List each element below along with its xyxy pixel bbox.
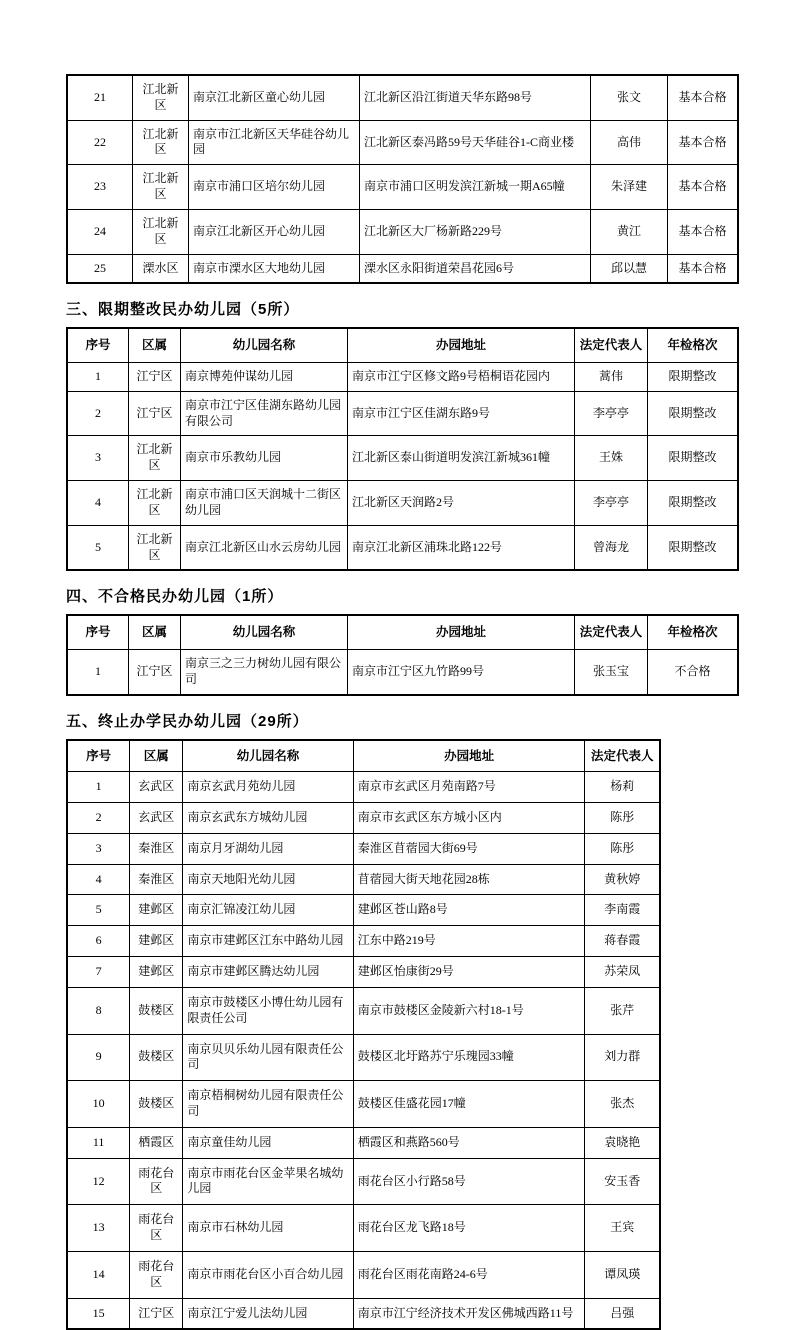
- kindergarten-name: 南京江北新区开心幼儿园: [189, 209, 360, 254]
- legal-representative: 张芹: [585, 987, 660, 1034]
- serial-number: 2: [67, 391, 129, 436]
- kindergarten-name: 南京江北新区山水云房幼儿园: [181, 525, 348, 570]
- serial-number: 23: [67, 165, 133, 210]
- inspection-grade: 限期整改: [648, 525, 739, 570]
- table-row: [67, 165, 738, 210]
- kindergarten-name: 南京市雨花台区小百合幼儿园: [183, 1251, 353, 1298]
- table-rectification: [66, 327, 739, 571]
- table-row: [67, 481, 738, 526]
- address: 南京市玄武区东方城小区内: [353, 802, 585, 833]
- inspection-grade: 限期整改: [648, 391, 739, 436]
- serial-number: 10: [67, 1081, 130, 1128]
- address: 江北新区天润路2号: [348, 481, 575, 526]
- serial-number: 24: [67, 209, 133, 254]
- table-row: [67, 362, 738, 391]
- kindergarten-name: 南京月牙湖幼儿园: [183, 833, 353, 864]
- district: 溧水区: [133, 254, 189, 283]
- serial-number: 5: [67, 895, 130, 926]
- serial-number: 22: [67, 120, 133, 165]
- address: 鼓楼区佳盛花园17幢: [353, 1081, 585, 1128]
- kindergarten-name: 南京博苑仲谋幼儿园: [181, 362, 348, 391]
- address: 江北新区泰山街道明发滨江新城361幢: [348, 436, 575, 481]
- table-row: [67, 895, 660, 926]
- serial-number: 1: [67, 362, 129, 391]
- legal-representative: 安玉香: [585, 1158, 660, 1205]
- inspection-grade: 基本合格: [668, 209, 739, 254]
- kindergarten-name: 南京童佳幼儿园: [183, 1127, 353, 1158]
- district: 建邺区: [130, 926, 183, 957]
- legal-representative: 杨莉: [585, 772, 660, 803]
- district: 鼓楼区: [130, 987, 183, 1034]
- district: 建邺区: [130, 957, 183, 988]
- column-header-inspection-grade: 年检格次: [648, 328, 739, 362]
- address: 南京江北新区浦珠北路122号: [348, 525, 575, 570]
- column-header-legal-representative: 法定代表人: [575, 328, 648, 362]
- address: 雨花台区小行路58号: [353, 1158, 585, 1205]
- kindergarten-name: 南京市浦口区天润城十二街区幼儿园: [181, 481, 348, 526]
- kindergarten-name: 南京天地阳光幼儿园: [183, 864, 353, 895]
- legal-representative: 陈彤: [585, 833, 660, 864]
- legal-representative: 张杰: [585, 1081, 660, 1128]
- serial-number: 11: [67, 1127, 130, 1158]
- column-header-kindergarten-name: 幼儿园名称: [181, 615, 348, 649]
- district: 江宁区: [129, 649, 181, 694]
- serial-number: 2: [67, 802, 130, 833]
- kindergarten-name: 南京市江北新区天华硅谷幼儿园: [189, 120, 360, 165]
- address: 南京市江宁区修文路9号梧桐语花园内: [348, 362, 575, 391]
- column-header-legal-representative: 法定代表人: [585, 740, 660, 772]
- district: 江北新区: [133, 165, 189, 210]
- kindergarten-name: 南京市建邺区江东中路幼儿园: [183, 926, 353, 957]
- inspection-grade: 不合格: [648, 649, 739, 694]
- kindergarten-name: 南京市乐教幼儿园: [181, 436, 348, 481]
- column-header-district: 区属: [130, 740, 183, 772]
- serial-number: 13: [67, 1205, 130, 1252]
- address: 秦淮区苜蓿园大街69号: [353, 833, 585, 864]
- district: 江宁区: [130, 1298, 183, 1329]
- serial-number: 15: [67, 1298, 130, 1329]
- address: 南京市江宁区九竹路99号: [348, 649, 575, 694]
- kindergarten-name: 南京梧桐树幼儿园有限责任公司: [183, 1081, 353, 1128]
- kindergarten-name: 南京市雨花台区金苹果名城幼儿园: [183, 1158, 353, 1205]
- table-row: [67, 833, 660, 864]
- legal-representative: 王姝: [575, 436, 648, 481]
- column-header-address: 办园地址: [348, 328, 575, 362]
- section-heading-terminated: 五、终止办学民办幼儿园（29所）: [66, 712, 309, 730]
- table-row: [67, 1205, 660, 1252]
- serial-number: 14: [67, 1251, 130, 1298]
- legal-representative: 刘力群: [585, 1034, 660, 1081]
- table-header-row: [67, 740, 660, 772]
- address: 南京市江宁经济技术开发区佛城西路11号: [353, 1298, 585, 1329]
- section-heading-rectification: 三、限期整改民办幼儿园（5所）: [66, 301, 300, 319]
- legal-representative: 陈彤: [585, 802, 660, 833]
- inspection-grade: 基本合格: [668, 165, 739, 210]
- district: 建邺区: [130, 895, 183, 926]
- legal-representative: 张文: [591, 75, 668, 120]
- kindergarten-name: 南京市浦口区培尔幼儿园: [189, 165, 360, 210]
- address: 江东中路219号: [353, 926, 585, 957]
- column-header-kindergarten-name: 幼儿园名称: [183, 740, 353, 772]
- legal-representative: 蒋春霞: [585, 926, 660, 957]
- serial-number: 25: [67, 254, 133, 283]
- table-row: [67, 254, 738, 283]
- address: 雨花台区雨花南路24-6号: [353, 1251, 585, 1298]
- table-row: [67, 1034, 660, 1081]
- district: 江宁区: [129, 362, 181, 391]
- table-failed: [66, 614, 739, 695]
- legal-representative: 李亭亭: [575, 391, 648, 436]
- legal-representative: 谭凤瑛: [585, 1251, 660, 1298]
- legal-representative: 吕强: [585, 1298, 660, 1329]
- legal-representative: 黄江: [591, 209, 668, 254]
- legal-representative: 邱以慧: [591, 254, 668, 283]
- column-header-legal-representative: 法定代表人: [575, 615, 648, 649]
- inspection-grade: 限期整改: [648, 481, 739, 526]
- table-row: [67, 926, 660, 957]
- address: 江北新区泰冯路59号天华硅谷1-C商业楼: [360, 120, 591, 165]
- kindergarten-name: 南京三之三力树幼儿园有限公司: [181, 649, 348, 694]
- district: 秦淮区: [130, 864, 183, 895]
- column-header-kindergarten-name: 幼儿园名称: [181, 328, 348, 362]
- serial-number: 3: [67, 436, 129, 481]
- kindergarten-name: 南京市鼓楼区小博仕幼儿园有限责任公司: [183, 987, 353, 1034]
- column-header-inspection-grade: 年检格次: [648, 615, 739, 649]
- kindergarten-name: 南京市石林幼儿园: [183, 1205, 353, 1252]
- table-terminated: [66, 739, 661, 1330]
- kindergarten-name: 南京玄武东方城幼儿园: [183, 802, 353, 833]
- district: 鼓楼区: [130, 1034, 183, 1081]
- serial-number: 21: [67, 75, 133, 120]
- table-header-row: [67, 328, 738, 362]
- kindergarten-name: 南京江宁爱儿法幼儿园: [183, 1298, 353, 1329]
- table-row: [67, 649, 738, 694]
- table-row: [67, 75, 738, 120]
- district: 雨花台区: [130, 1251, 183, 1298]
- table-row: [67, 1081, 660, 1128]
- table-header-row: [67, 615, 738, 649]
- district: 雨花台区: [130, 1205, 183, 1252]
- address: 南京市鼓楼区金陵新六村18-1号: [353, 987, 585, 1034]
- serial-number: 7: [67, 957, 130, 988]
- district: 江北新区: [129, 436, 181, 481]
- address: 建邺区怡康街29号: [353, 957, 585, 988]
- kindergarten-name: 南京市溧水区大地幼儿园: [189, 254, 360, 283]
- legal-representative: 袁晓艳: [585, 1127, 660, 1158]
- district: 江宁区: [129, 391, 181, 436]
- table-row: [67, 120, 738, 165]
- column-header-serial-number: 序号: [67, 615, 129, 649]
- column-header-serial-number: 序号: [67, 328, 129, 362]
- legal-representative: 曾海龙: [575, 525, 648, 570]
- address: 鼓楼区北圩路苏宁乐瑰园33幢: [353, 1034, 585, 1081]
- legal-representative: 王宾: [585, 1205, 660, 1252]
- address: 江北新区大厂杨新路229号: [360, 209, 591, 254]
- inspection-grade: 基本合格: [668, 75, 739, 120]
- serial-number: 8: [67, 987, 130, 1034]
- table-row: [67, 802, 660, 833]
- district: 鼓楼区: [130, 1081, 183, 1128]
- serial-number: 3: [67, 833, 130, 864]
- table-row: [67, 1298, 660, 1329]
- column-header-district: 区属: [129, 615, 181, 649]
- column-header-district: 区属: [129, 328, 181, 362]
- district: 秦淮区: [130, 833, 183, 864]
- table-row: [67, 391, 738, 436]
- legal-representative: 高伟: [591, 120, 668, 165]
- table-basic-pass-continued: [66, 74, 739, 284]
- legal-representative: 张玉宝: [575, 649, 648, 694]
- address: 雨花台区龙飞路18号: [353, 1205, 585, 1252]
- inspection-grade: 限期整改: [648, 436, 739, 481]
- address: 栖霞区和燕路560号: [353, 1127, 585, 1158]
- legal-representative: 朱泽建: [591, 165, 668, 210]
- legal-representative: 李亭亭: [575, 481, 648, 526]
- table-row: [67, 957, 660, 988]
- serial-number: 4: [67, 481, 129, 526]
- address: 溧水区永阳街道荣昌花园6号: [360, 254, 591, 283]
- column-header-address: 办园地址: [348, 615, 575, 649]
- kindergarten-name: 南京江北新区童心幼儿园: [189, 75, 360, 120]
- district: 栖霞区: [130, 1127, 183, 1158]
- table-row: [67, 864, 660, 895]
- address: 苜蓿园大街天地花园28栋: [353, 864, 585, 895]
- serial-number: 12: [67, 1158, 130, 1205]
- legal-representative: 李南霞: [585, 895, 660, 926]
- district: 江北新区: [129, 481, 181, 526]
- legal-representative: 黄秋婷: [585, 864, 660, 895]
- inspection-grade: 基本合格: [668, 254, 739, 283]
- inspection-grade: 限期整改: [648, 362, 739, 391]
- kindergarten-name: 南京市江宁区佳湖东路幼儿园有限公司: [181, 391, 348, 436]
- address: 南京市江宁区佳湖东路9号: [348, 391, 575, 436]
- serial-number: 9: [67, 1034, 130, 1081]
- district: 雨花台区: [130, 1158, 183, 1205]
- district: 江北新区: [129, 525, 181, 570]
- serial-number: 1: [67, 649, 129, 694]
- district: 玄武区: [130, 772, 183, 803]
- serial-number: 6: [67, 926, 130, 957]
- kindergarten-name: 南京玄武月苑幼儿园: [183, 772, 353, 803]
- district: 玄武区: [130, 802, 183, 833]
- column-header-serial-number: 序号: [67, 740, 130, 772]
- inspection-grade: 基本合格: [668, 120, 739, 165]
- serial-number: 1: [67, 772, 130, 803]
- legal-representative: 苏荣凤: [585, 957, 660, 988]
- address: 江北新区沿江街道天华东路98号: [360, 75, 591, 120]
- address: 南京市玄武区月苑南路7号: [353, 772, 585, 803]
- table-row: [67, 209, 738, 254]
- table-row: [67, 525, 738, 570]
- table-row: [67, 987, 660, 1034]
- address: 建邺区苍山路8号: [353, 895, 585, 926]
- section-heading-failed: 四、不合格民办幼儿园（1所）: [66, 588, 284, 606]
- serial-number: 4: [67, 864, 130, 895]
- kindergarten-name: 南京市建邺区腾达幼儿园: [183, 957, 353, 988]
- table-row: [67, 436, 738, 481]
- table-row: [67, 772, 660, 803]
- district: 江北新区: [133, 209, 189, 254]
- kindergarten-name: 南京贝贝乐幼儿园有限责任公司: [183, 1034, 353, 1081]
- address: 南京市浦口区明发滨江新城一期A65幢: [360, 165, 591, 210]
- legal-representative: 蒿伟: [575, 362, 648, 391]
- district: 江北新区: [133, 120, 189, 165]
- table-row: [67, 1158, 660, 1205]
- column-header-address: 办园地址: [353, 740, 585, 772]
- table-row: [67, 1251, 660, 1298]
- kindergarten-name: 南京汇锦凌江幼儿园: [183, 895, 353, 926]
- serial-number: 5: [67, 525, 129, 570]
- district: 江北新区: [133, 75, 189, 120]
